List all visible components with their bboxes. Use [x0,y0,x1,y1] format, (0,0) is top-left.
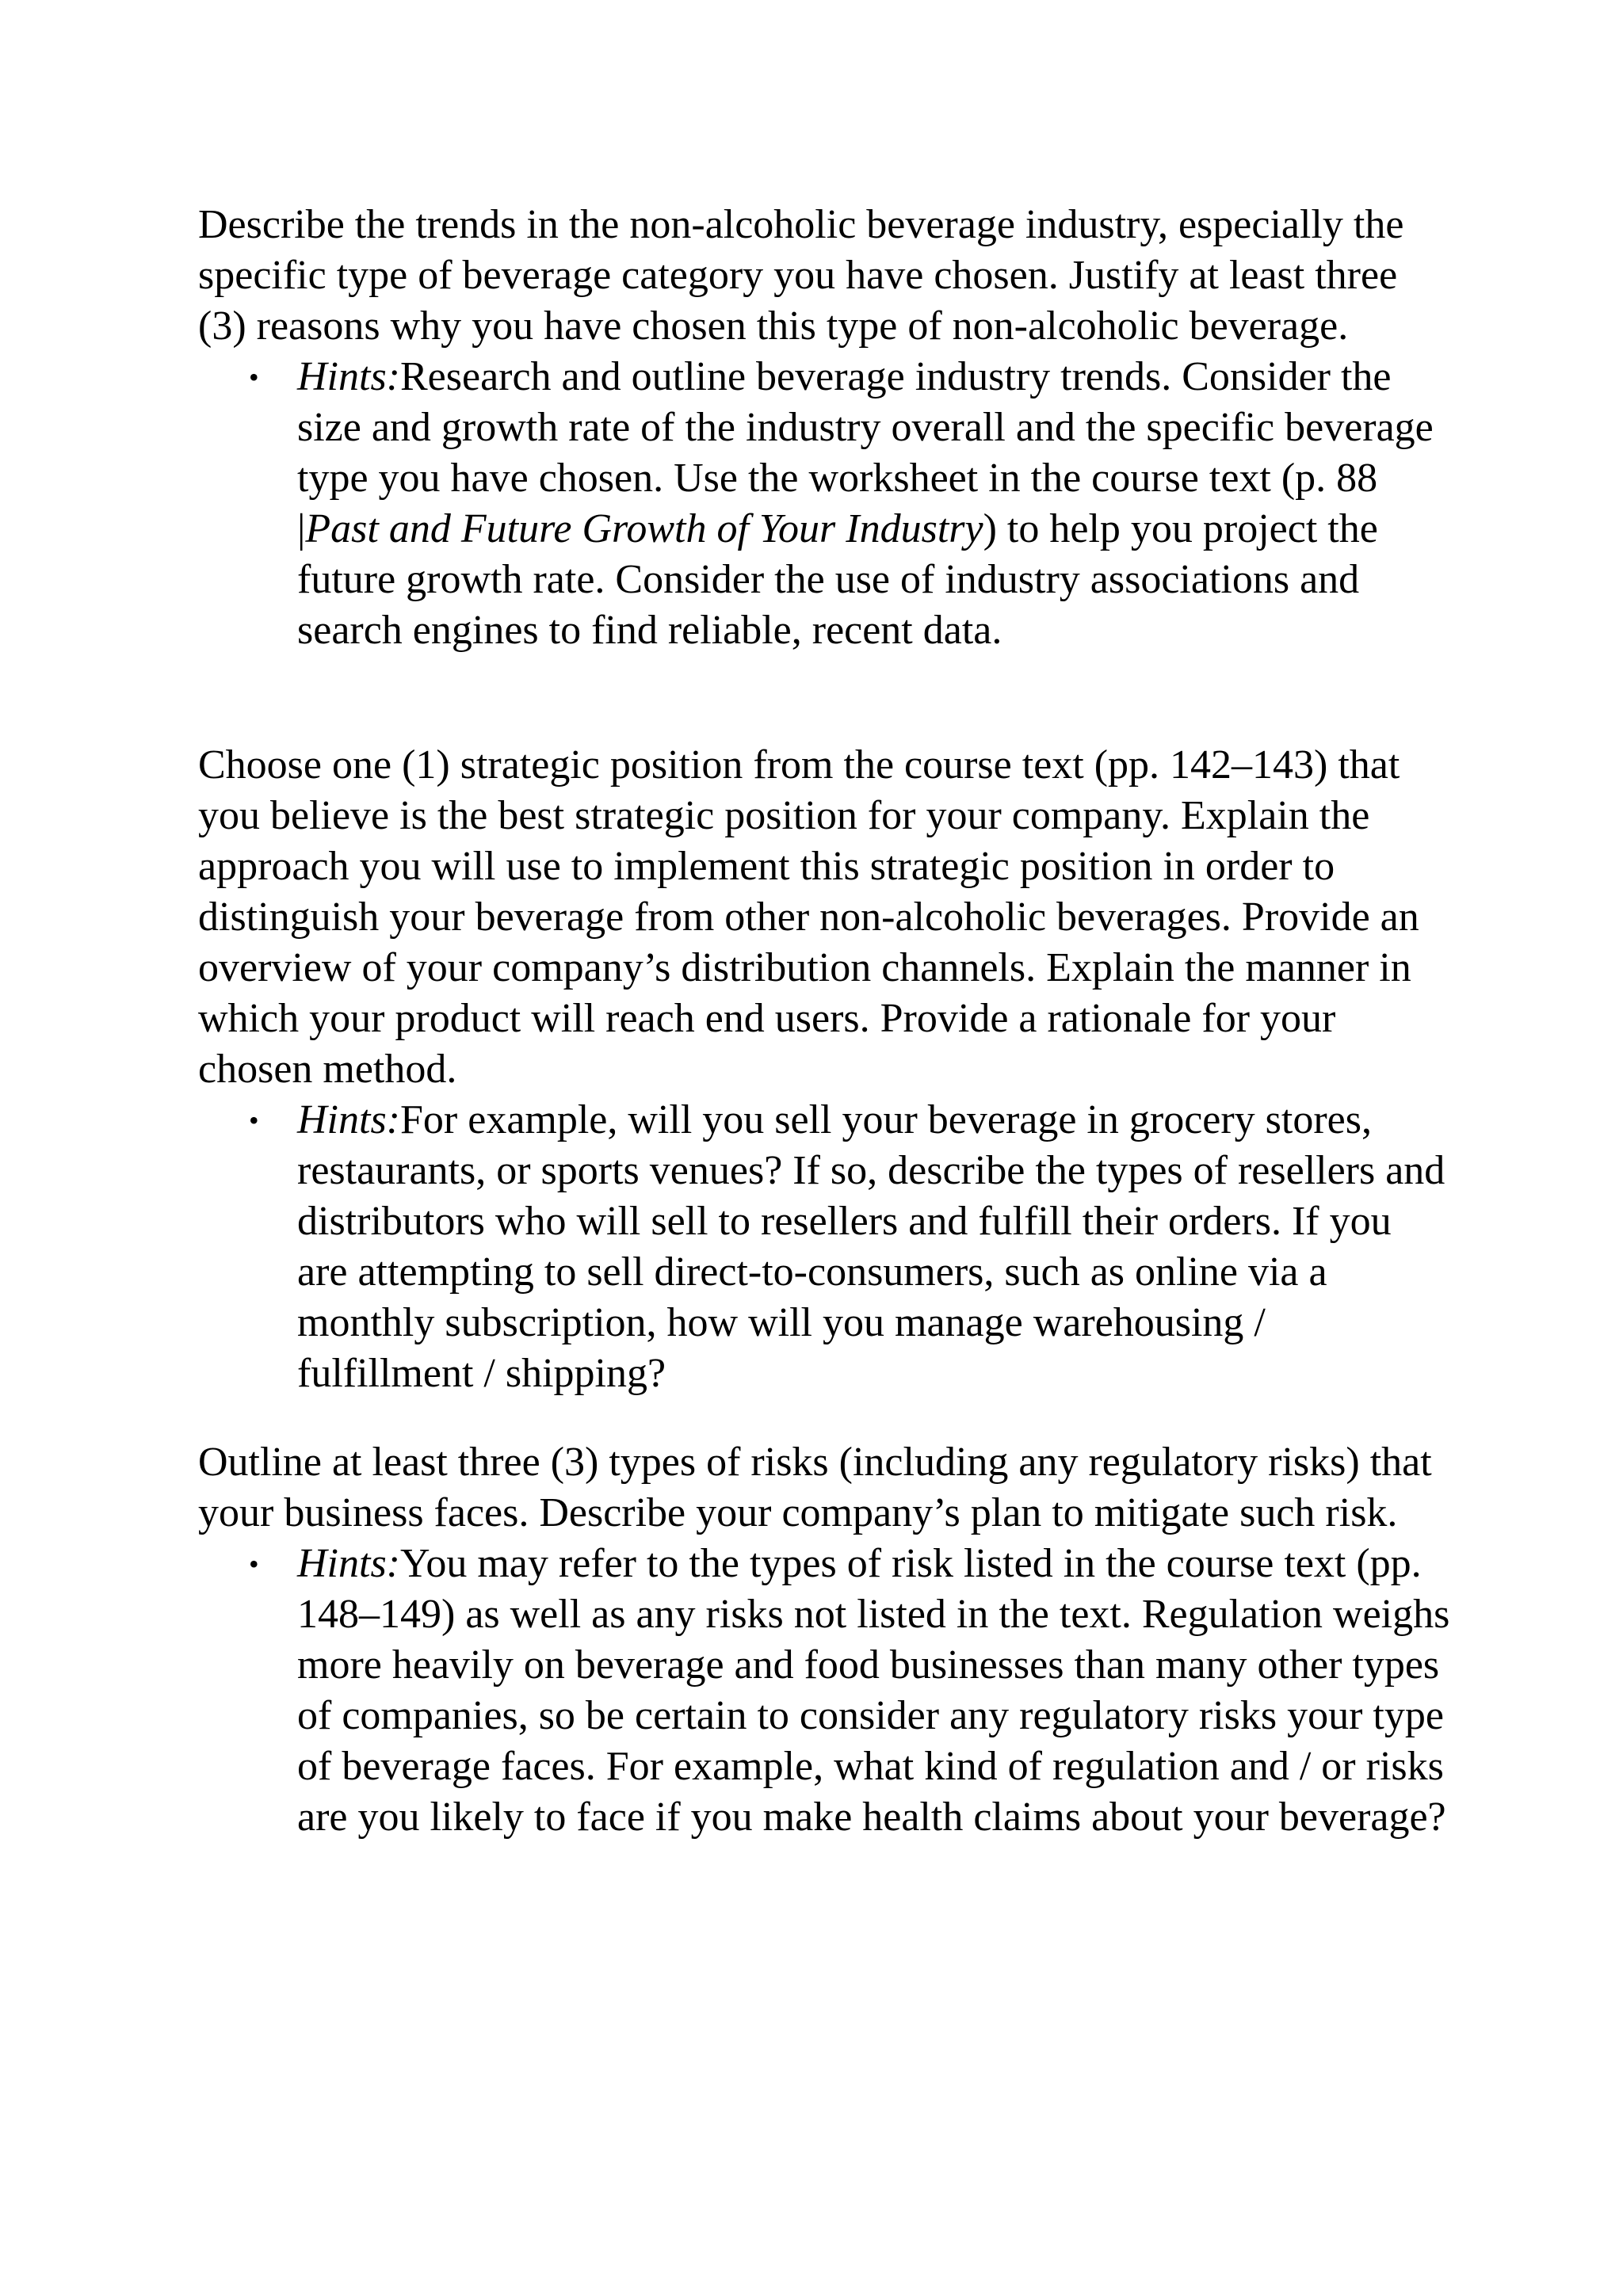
section-risks [198,1437,1450,1843]
hint-text: You may refer to the types of risk listed in the course text (pp. 148–149) as well as any risks not listed in the text. Regulation weighs more heavily on beverage and food businesses than many other types of companies, so be certain to consider any regulatory risks your type of beverage faces. For example, what kind of regulation and / or risks are you likely to face if you make health claims about your beverage? [297,1541,1450,1840]
hint-text-part-2: ) to help you project the future growth rate. Consider the use of industry associations and search engines to find reliable, recent data. [297,506,1378,653]
hint-label: Hints: [297,1541,400,1586]
paragraph-industry-trends: Describe the trends in the non-alcoholic beverage industry, especially the specific type of beverage category you have chosen. Justify at least three (3) reasons why you have chosen this type of non-alcoholic beverage. [198,202,1404,349]
section-strategic-position [198,740,1450,1399]
section-industry-trends [198,200,1450,656]
bullet-icon: • [249,361,259,393]
bullet-icon: • [249,1548,259,1580]
hint-text: For example, will you sell your beverage in grocery stores, restaurants, or sports venues? If so, describe the types of resellers and distributors who will sell to resellers and fulfill their orders. If you are attempting to sell direct-to-consumers, such as online via a monthly subscription, how will you manage warehousing / fulfillment / shipping? [297,1097,1445,1396]
book-title-italic: Past and Future Growth of Your Industry [305,506,983,551]
hint-text-part-1: Research and outline beverage industry trends. Consider the size and growth rate of the industry overall and the specific beverage type you have chosen. Use the worksheet in the course text (p. 88 | [297,354,1434,551]
bullet-icon: • [249,1104,259,1136]
hint-label: Hints: [297,354,400,399]
hint-label: Hints: [297,1097,400,1142]
hint-item-distribution [198,1095,1450,1399]
hint-item-industry-trends [198,352,1450,656]
hint-list [198,1095,1450,1399]
paragraph-strategic-position: Choose one (1) strategic position from the course text (pp. 142–143) that you believe is the best strategic position for your company. Explain the approach you will use to implement this strategic position in order to distinguish your beverage from other non-alcoholic beverages. Provide an overview of your company’s distribution channels. Explain the manner in which your product will reach end users. Provide a rationale for your chosen method. [198,742,1419,1092]
hint-item-risks [198,1539,1450,1843]
hint-list [198,352,1450,656]
paragraph-risks: Outline at least three (3) types of risks (including any regulatory risks) that your business faces. Describe your company’s plan to mitigate such risk. [198,1440,1432,1535]
hint-list [198,1539,1450,1843]
